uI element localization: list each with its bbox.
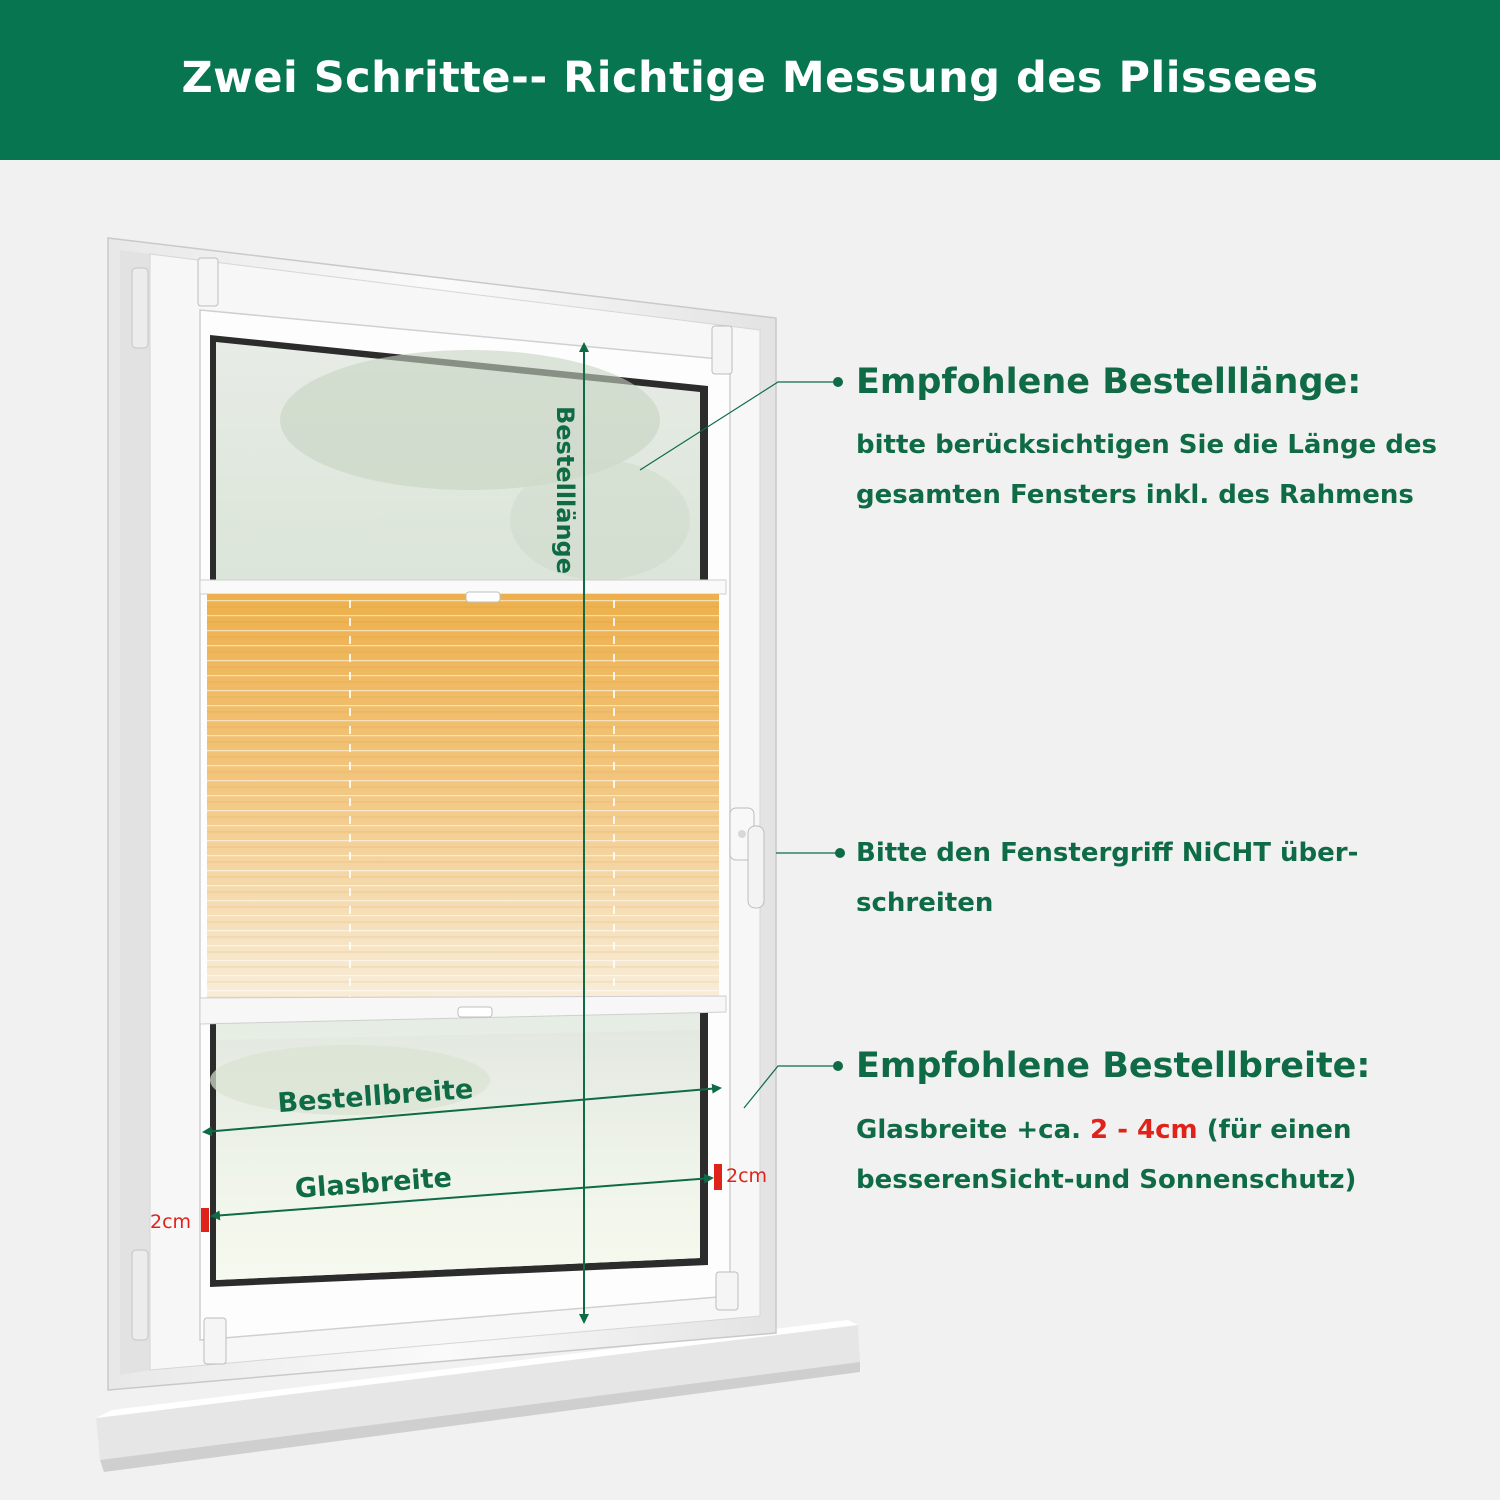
mount-clamp-top-right bbox=[712, 326, 732, 374]
callout-width-body bbox=[856, 1105, 1356, 1205]
callout-handle-emphasis: NiCHT bbox=[1181, 838, 1271, 868]
mount-clamp-bottom-right bbox=[716, 1272, 738, 1310]
glass-width-label: Glasbreite bbox=[293, 1162, 453, 1205]
callout-width-title: Empfohlene Bestellbreite: bbox=[856, 1046, 1371, 1086]
pleated-blind bbox=[200, 580, 726, 1024]
margin-left-label: 2cm bbox=[150, 1211, 192, 1233]
callout-width-line-1 bbox=[856, 1105, 1356, 1155]
hinge-bottom bbox=[132, 1250, 148, 1340]
callout-width-text-before: Glasbreite +ca. bbox=[856, 1115, 1091, 1145]
mount-clamp-top-left bbox=[198, 258, 218, 306]
callout-length-line-2: gesamten Fensters inkl. des Rahmens bbox=[856, 480, 1414, 510]
margin-marker-left bbox=[201, 1208, 209, 1232]
callout-handle-line-1 bbox=[856, 828, 1358, 878]
callout-handle-line-2: schreiten bbox=[856, 888, 994, 918]
page-title: Zwei Schritte-- Richtige Messung des Plissees bbox=[181, 53, 1319, 103]
callout-handle-text-after: über- bbox=[1271, 838, 1359, 868]
callout-handle-text-before: Bitte den Fenstergriff bbox=[856, 838, 1182, 868]
callout-width-text-after: (für einen bbox=[1197, 1115, 1352, 1145]
mount-clamp-bottom-left bbox=[204, 1318, 226, 1364]
margin-marker-right bbox=[714, 1164, 722, 1190]
callout-length-body bbox=[856, 420, 1437, 520]
callout-width-highlight: 2 - 4cm bbox=[1090, 1115, 1198, 1145]
callout-width-line-2: besserenSicht-und Sonnenschutz) bbox=[856, 1165, 1357, 1195]
callout-handle bbox=[856, 828, 1358, 928]
length-label: Bestelllänge bbox=[551, 405, 579, 575]
leader-handle bbox=[776, 848, 845, 858]
callout-length-line-1: bitte berücksichtigen Sie die Länge des bbox=[856, 430, 1437, 460]
hinge-top bbox=[132, 268, 148, 348]
callout-length-title: Empfohlene Bestelllänge: bbox=[856, 362, 1362, 402]
order-width-label: Bestellbreite bbox=[276, 1073, 475, 1120]
margin-right-label: 2cm bbox=[726, 1165, 768, 1187]
